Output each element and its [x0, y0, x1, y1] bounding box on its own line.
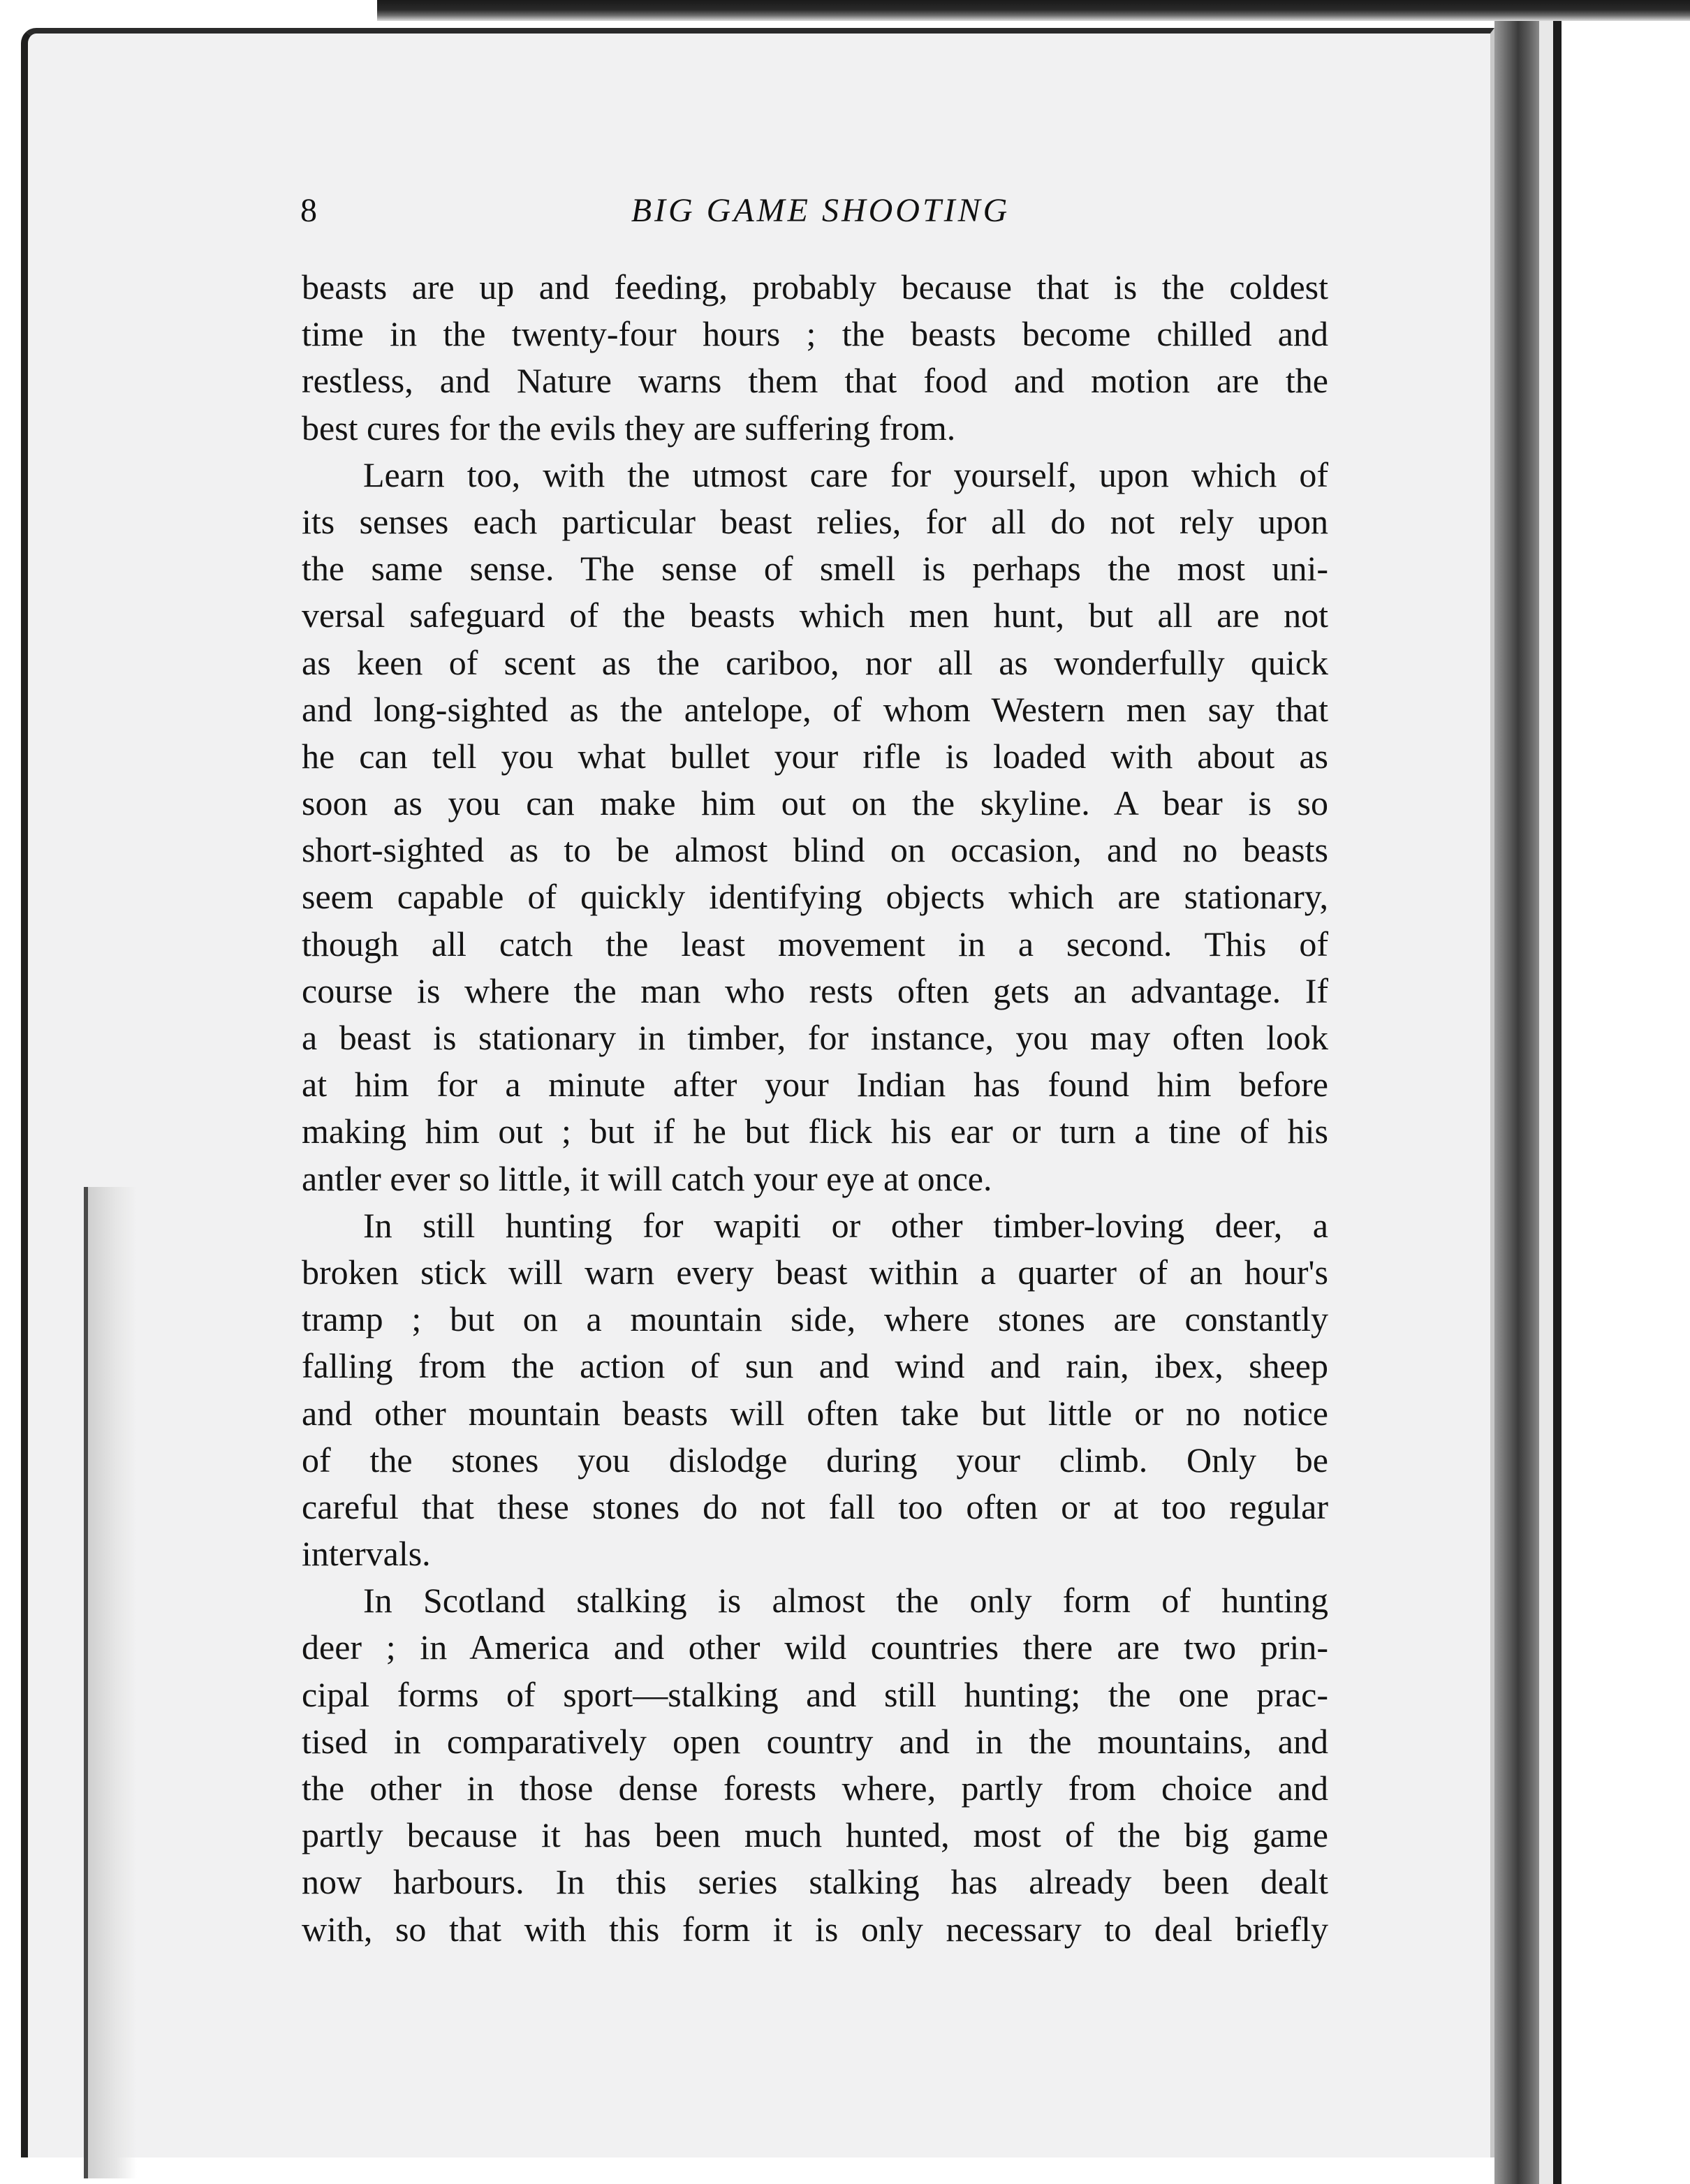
- text-line: and long-sighted as the antelope, of whom Western men say that: [302, 689, 1328, 729]
- paragraph: [302, 1202, 1328, 1578]
- text-line: falling from the action of sun and wind and rain, ibex, sheep: [302, 1346, 1328, 1386]
- body-text: [302, 264, 1328, 1953]
- text-line: best cures for the evils they are suffering from.: [302, 408, 956, 448]
- text-line: beasts are up and feeding, probably because that is the coldest: [302, 267, 1328, 307]
- text-line: a beast is stationary in timber, for instance, you may often look: [302, 1018, 1328, 1057]
- text-line: restless, and Nature warns them that food and motion are the: [302, 361, 1328, 401]
- text-line: the same sense. The sense of smell is perhaps the most uni-: [302, 549, 1328, 589]
- text-line: broken stick will warn every beast within a quarter of an hour's: [302, 1252, 1328, 1292]
- text-line: time in the twenty-four hours ; the beasts become chilled and: [302, 314, 1328, 354]
- text-line: its senses each particular beast relies, for all do not rely upon: [302, 501, 1328, 541]
- paragraph: [302, 264, 1328, 452]
- text-line: In Scotland stalking is almost the only form of hunting: [363, 1581, 1328, 1621]
- text-line: soon as you can make him out on the skyline. A bear is so: [302, 783, 1328, 823]
- text-line: the other in those dense forests where, partly from choice and: [302, 1769, 1328, 1808]
- text-line: careful that these stones do not fall too often or at too regular: [302, 1486, 1328, 1526]
- text-line: seem capable of quickly identifying objects which are stationary,: [302, 877, 1328, 917]
- text-line: making him out ; but if he but flick his ear or turn a tine of his: [302, 1112, 1328, 1151]
- text-line: though all catch the least movement in a second. This of: [302, 924, 1328, 964]
- text-line: with, so that with this form it is only necessary to deal briefly: [302, 1909, 1328, 1949]
- text-line: tised in comparatively open country and in the mountains, and: [302, 1721, 1328, 1761]
- spine-gap: [1539, 21, 1553, 2184]
- page-left-edge-shadow: [84, 1187, 137, 2178]
- text-line: and other mountain beasts will often take but little or no notice: [302, 1393, 1328, 1433]
- text-line: now harbours. In this series stalking has already been dealt: [302, 1862, 1328, 1902]
- text-line: at him for a minute after your Indian has found him before: [302, 1065, 1328, 1105]
- text-line: Learn too, with the utmost care for yourself, upon which of: [363, 455, 1328, 494]
- text-line: versal safeguard of the beasts which men hunt, but all are not: [302, 596, 1328, 635]
- text-line: deer ; in America and other wild countries there are two prin-: [302, 1628, 1328, 1667]
- paragraph: [302, 1577, 1328, 1953]
- book-spine: [1494, 21, 1539, 2184]
- facing-page-edge: [1553, 21, 1562, 2184]
- text-line: short-sighted as to be almost blind on occasion, and no beasts: [302, 830, 1328, 870]
- text-line: as keen of scent as the cariboo, nor all as wonderfully quick: [302, 642, 1328, 682]
- text-line: cipal forms of sport—stalking and still hunting; the one prac-: [302, 1674, 1328, 1714]
- text-line: intervals.: [302, 1534, 431, 1574]
- text-line: tramp ; but on a mountain side, where stones are constantly: [302, 1299, 1328, 1339]
- text-line: partly because it has been much hunted, most of the big game: [302, 1815, 1328, 1855]
- text-line: he can tell you what bullet your rifle is loaded with about as: [302, 736, 1328, 776]
- text-line: In still hunting for wapiti or other timber-loving deer, a: [363, 1205, 1328, 1245]
- text-line: antler ever so little, it will catch your eye at once.: [302, 1158, 992, 1198]
- scan-top-edge: [377, 0, 1690, 21]
- book-title: BIG GAME SHOOTING: [631, 192, 1011, 229]
- text-line: of the stones you dislodge during your climb. Only be: [302, 1440, 1328, 1480]
- running-head: [300, 183, 1327, 239]
- paragraph: [302, 452, 1328, 1202]
- text-line: course is where the man who rests often gets an advantage. If: [302, 971, 1328, 1010]
- page-number: 8: [300, 192, 317, 229]
